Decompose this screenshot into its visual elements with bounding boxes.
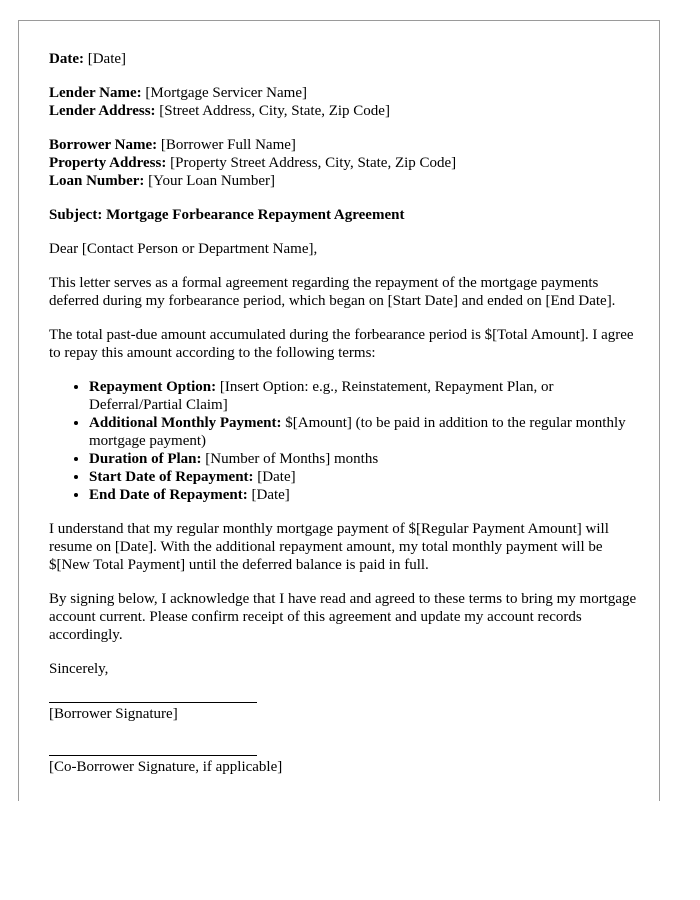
borrower-name-label: Borrower Name:: [49, 137, 158, 153]
borrower-name-line: [49, 136, 639, 154]
term-item: [89, 378, 639, 414]
term-label: Additional Monthly Payment:: [89, 415, 282, 431]
term-value: [Date]: [257, 469, 296, 485]
body-paragraph-4: By signing below, I acknowledge that I have read and agreed to these terms to bring my mortgage account current. Please confirm receipt of this agreement and update my account records accordingly.: [49, 591, 637, 643]
borrower-signature-block: [49, 702, 639, 723]
loan-number-label: Loan Number:: [49, 173, 145, 189]
term-label: Repayment Option:: [89, 379, 217, 395]
lender-name-value: [Mortgage Servicer Name]: [145, 85, 307, 101]
lender-address-line: [49, 102, 639, 120]
term-label: Duration of Plan:: [89, 451, 202, 467]
term-value: [Insert Option: e.g., Reinstatement, Repayment Plan, or Deferral/Partial Claim]: [89, 379, 554, 413]
lender-name-label: Lender Name:: [49, 85, 142, 101]
lender-block: [49, 84, 639, 120]
body-paragraph-3: I understand that my regular monthly mortgage payment of $[Regular Payment Amount] will resume on [Date]. With the additional repayment amount, my total monthly payment will be $[New Total Payment] until the deferred balance is paid in full.: [49, 521, 609, 573]
date-value: [Date]: [87, 51, 127, 67]
property-address-line: [49, 154, 639, 172]
term-label: End Date of Repayment:: [89, 487, 248, 503]
lender-name-line: [49, 84, 639, 102]
letter-content: [49, 50, 639, 808]
salutation: Dear [Contact Person or Department Name],: [49, 241, 318, 257]
co-borrower-signature-block: [49, 755, 639, 776]
term-value: [Number of Months] months: [205, 451, 379, 467]
letter-page: [18, 20, 660, 801]
loan-number-value: [Your Loan Number]: [148, 173, 275, 189]
co-borrower-signature-line: [49, 755, 257, 756]
borrower-block: [49, 136, 639, 190]
date-block: [49, 50, 639, 68]
date-line: [49, 50, 639, 68]
body-paragraph-2: The total past-due amount accumulated during the forbearance period is $[Total Amount]. I agree to repay this amount according to the following terms:: [49, 327, 634, 361]
term-item: [89, 414, 639, 450]
borrower-signature-label: [Borrower Signature]: [49, 706, 178, 722]
loan-number-line: [49, 172, 639, 190]
terms-list: [49, 378, 639, 504]
lender-address-value: [Street Address, City, State, Zip Code]: [159, 103, 390, 119]
subject-text: Subject: Mortgage Forbearance Repayment Agreement: [49, 207, 405, 223]
lender-address-label: Lender Address:: [49, 103, 156, 119]
term-label: Start Date of Repayment:: [89, 469, 254, 485]
signature-area: [49, 702, 639, 776]
borrower-signature-line: [49, 702, 257, 703]
term-item: [89, 486, 639, 504]
term-value: $[Amount] (to be paid in addition to the regular monthly mortgage payment): [89, 415, 626, 449]
term-value: [Date]: [251, 487, 290, 503]
term-item: [89, 468, 639, 486]
property-address-label: Property Address:: [49, 155, 167, 171]
term-item: [89, 450, 639, 468]
borrower-name-value: [Borrower Full Name]: [160, 137, 296, 153]
closing: Sincerely,: [49, 661, 109, 677]
subject-line: [49, 206, 639, 224]
date-label: Date:: [49, 51, 84, 67]
co-borrower-signature-label: [Co-Borrower Signature, if applicable]: [49, 759, 283, 775]
body-paragraph-1: This letter serves as a formal agreement regarding the repayment of the mortgage payments deferred during my forbearance period, which began on [Start Date] and ended on [End Date].: [49, 275, 616, 309]
property-address-value: [Property Street Address, City, State, Zip Code]: [170, 155, 457, 171]
